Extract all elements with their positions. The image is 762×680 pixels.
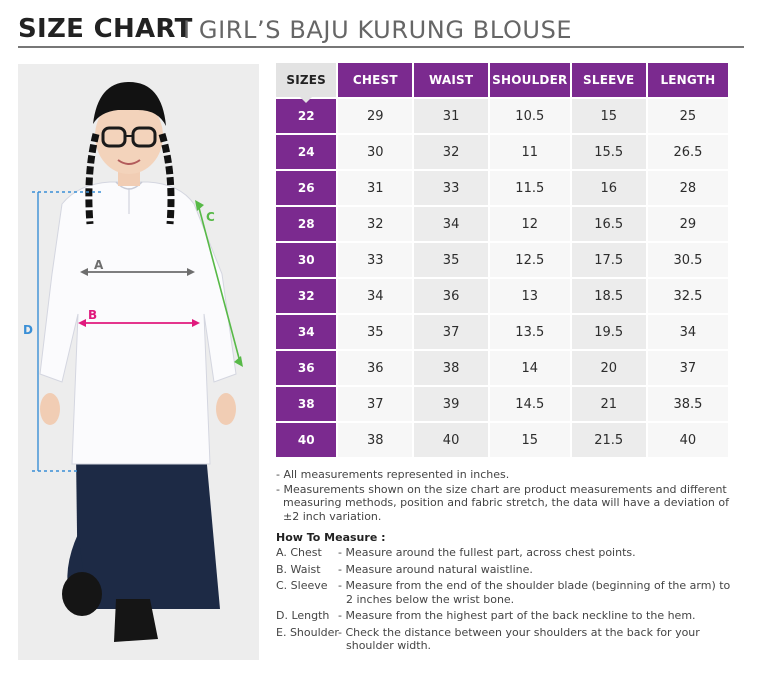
- list-item: [276, 579, 738, 606]
- sleeve-cell: 20: [570, 349, 646, 385]
- waist-cell: 38: [412, 349, 488, 385]
- table-row: [276, 241, 728, 277]
- shoulder-cell: 13: [488, 277, 570, 313]
- shoulder-cell: 11.5: [488, 169, 570, 205]
- list-item: [276, 563, 738, 577]
- measure-term: E. Shoulder: [276, 625, 339, 639]
- size-cell: 32: [276, 277, 336, 313]
- waist-cell: 40: [412, 421, 488, 457]
- header: [18, 12, 744, 48]
- table-header-row: [276, 63, 728, 97]
- measure-term: C. Sleeve: [276, 579, 328, 592]
- waist-cell: 31: [412, 97, 488, 133]
- waist-cell: 33: [412, 169, 488, 205]
- length-cell: 28: [646, 169, 728, 205]
- chest-cell: 29: [336, 97, 412, 133]
- list-item: [276, 546, 738, 560]
- table-row: [276, 349, 728, 385]
- sleeve-cell: 19.5: [570, 313, 646, 349]
- label-b: B: [88, 308, 98, 322]
- header-chest: CHEST: [336, 63, 412, 97]
- measure-definition: - Measure around natural waistline.: [338, 562, 533, 576]
- sleeve-cell: 15: [570, 97, 646, 133]
- chest-cell: 33: [336, 241, 412, 277]
- measure-definition: - Measure around the fullest part, across chest points.: [338, 546, 636, 559]
- list-item: [276, 626, 738, 653]
- measure-definition: - Check the distance between your shoulders at the back for your shoulder width.: [338, 625, 700, 652]
- shoulder-cell: 12.5: [488, 241, 570, 277]
- table-row: [276, 385, 728, 421]
- size-cell: 26: [276, 169, 336, 205]
- chest-cell: 30: [336, 133, 412, 169]
- title-divider: [18, 46, 744, 48]
- page-subtitle: I GIRL’S BAJU KURUNG BLOUSE: [183, 16, 573, 44]
- girl-in-baju-kurung-illustration: [18, 64, 259, 660]
- label-c: C: [206, 210, 215, 224]
- sleeve-cell: 21: [570, 385, 646, 421]
- length-cell: 26.5: [646, 133, 728, 169]
- product-photo: [18, 64, 259, 660]
- how-to-measure-list: [276, 546, 738, 656]
- measure-term: A. Chest: [276, 546, 322, 559]
- size-cell: 28: [276, 205, 336, 241]
- table-row: [276, 313, 728, 349]
- waist-cell: 34: [412, 205, 488, 241]
- chest-cell: 34: [336, 277, 412, 313]
- size-cell: 40: [276, 421, 336, 457]
- table-row: [276, 205, 728, 241]
- header-waist: WAIST: [412, 63, 488, 97]
- size-cell: 30: [276, 241, 336, 277]
- page-title: SIZE CHART: [18, 14, 193, 44]
- measure-definition: - Measure from the highest part of the back neckline to the hem.: [338, 609, 696, 622]
- table-row: [276, 169, 728, 205]
- note-deviation: - Measurements shown on the size chart are product measurements and different measuring methods, position and fabric stretch, the data will have a deviation of ±2 inch variation.: [276, 482, 729, 523]
- size-cell: 38: [276, 385, 336, 421]
- size-table: [276, 63, 728, 457]
- note-units: - All measurements represented in inches.: [276, 468, 510, 481]
- sleeve-cell: 21.5: [570, 421, 646, 457]
- sleeve-cell: 16.5: [570, 205, 646, 241]
- header-shoulder: SHOULDER: [488, 63, 570, 97]
- size-cell: 22: [276, 97, 336, 133]
- measure-term: B. Waist: [276, 562, 321, 576]
- size-cell: 34: [276, 313, 336, 349]
- shoulder-cell: 14.5: [488, 385, 570, 421]
- length-cell: 25: [646, 97, 728, 133]
- length-cell: 38.5: [646, 385, 728, 421]
- length-cell: 32.5: [646, 277, 728, 313]
- chest-cell: 38: [336, 421, 412, 457]
- waist-cell: 37: [412, 313, 488, 349]
- shoulder-cell: 13.5: [488, 313, 570, 349]
- shoulder-cell: 15: [488, 421, 570, 457]
- size-cell: 24: [276, 133, 336, 169]
- sleeve-cell: 18.5: [570, 277, 646, 313]
- size-cell: 36: [276, 349, 336, 385]
- waist-cell: 32: [412, 133, 488, 169]
- chest-cell: 37: [336, 385, 412, 421]
- length-cell: 37: [646, 349, 728, 385]
- chest-cell: 32: [336, 205, 412, 241]
- table-row: [276, 97, 728, 133]
- header-sizes: SIZES: [276, 63, 336, 97]
- measure-definition: - Measure from the end of the shoulder blade (beginning of the arm) to 2 inches below the wrist bone.: [338, 579, 731, 606]
- length-cell: 34: [646, 313, 728, 349]
- shoulder-cell: 10.5: [488, 97, 570, 133]
- label-d: D: [23, 323, 33, 337]
- waist-cell: 35: [412, 241, 488, 277]
- length-cell: 29: [646, 205, 728, 241]
- table-row: [276, 421, 728, 457]
- chest-cell: 36: [336, 349, 412, 385]
- table-row: [276, 133, 728, 169]
- chest-cell: 35: [336, 313, 412, 349]
- list-item: [276, 609, 738, 623]
- shoulder-cell: 14: [488, 349, 570, 385]
- waist-cell: 39: [412, 385, 488, 421]
- length-cell: 30.5: [646, 241, 728, 277]
- sleeve-cell: 15.5: [570, 133, 646, 169]
- shoulder-cell: 11: [488, 133, 570, 169]
- notes: [276, 468, 736, 524]
- table-row: [276, 277, 728, 313]
- sleeve-cell: 16: [570, 169, 646, 205]
- header-sleeve: SLEEVE: [570, 63, 646, 97]
- chest-cell: 31: [336, 169, 412, 205]
- measure-term: D. Length: [276, 609, 330, 622]
- waist-cell: 36: [412, 277, 488, 313]
- sleeve-cell: 17.5: [570, 241, 646, 277]
- table-body: [276, 97, 728, 457]
- label-a: A: [94, 258, 104, 272]
- how-to-measure-title: How To Measure :: [276, 531, 386, 544]
- shoulder-cell: 12: [488, 205, 570, 241]
- header-length: LENGTH: [646, 63, 728, 97]
- length-cell: 40: [646, 421, 728, 457]
